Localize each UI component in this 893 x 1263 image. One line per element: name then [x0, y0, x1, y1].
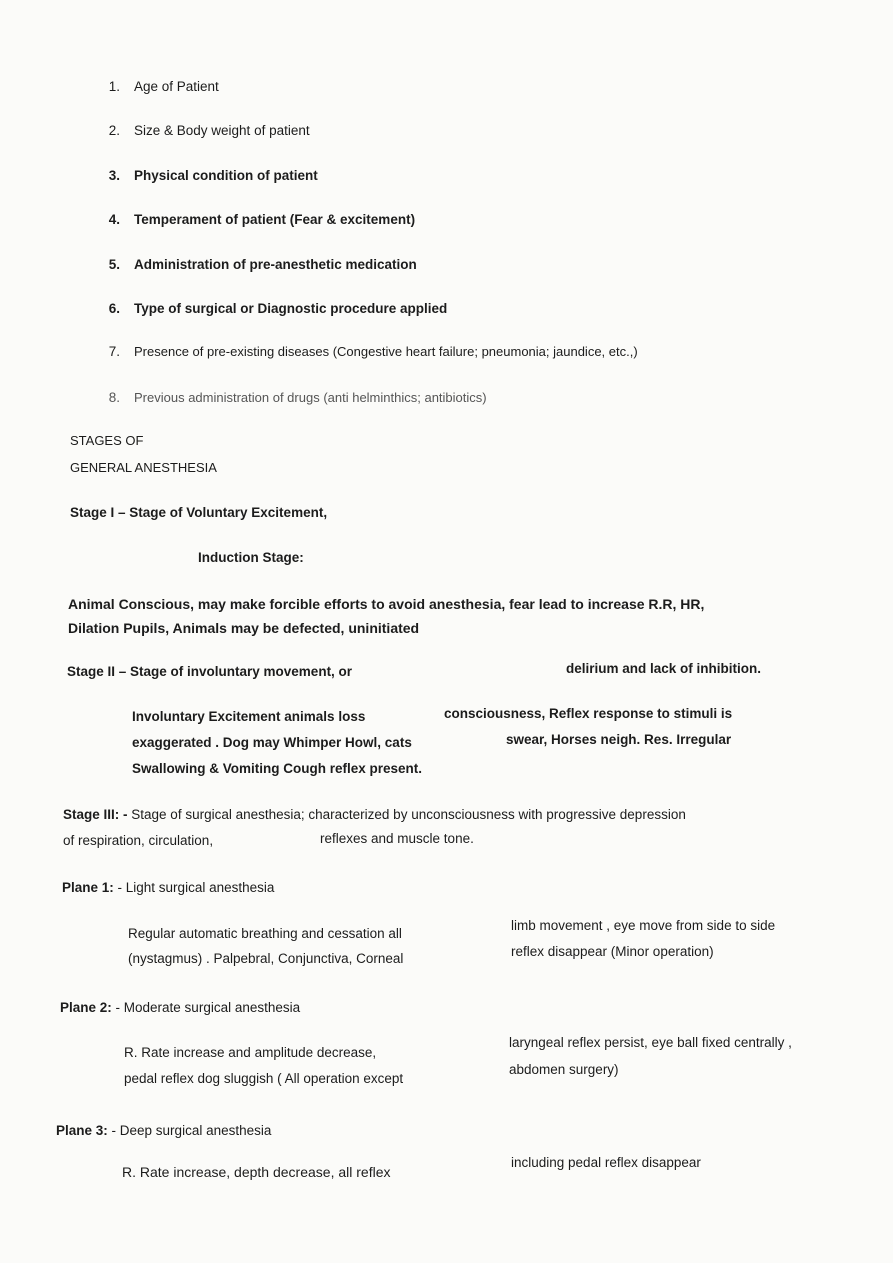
list-text: Previous administration of drugs (anti helminthics; antibiotics) [134, 390, 487, 405]
section-heading-line2: GENERAL ANESTHESIA [70, 460, 217, 475]
plane2-line1-right: laryngeal reflex persist, eye ball fixed centrally , [509, 1035, 792, 1050]
list-text: Size & Body weight of patient [134, 123, 310, 138]
plane3-title-text: - Deep surgical anesthesia [107, 1123, 272, 1138]
plane3-title [56, 1122, 271, 1140]
stage1-desc-line2: Dilation Pupils, Animals may be defected, uninitiated [68, 620, 420, 636]
list-number: 2. [108, 123, 120, 138]
plane2-line2-right: abdomen surgery) [509, 1062, 619, 1077]
plane2-line2-left: pedal reflex dog sluggish ( All operation except [124, 1071, 404, 1086]
stage1-subtitle: Induction Stage: [198, 550, 304, 565]
stage3-title [63, 806, 686, 824]
list-number: 4. [108, 212, 120, 227]
plane3-line1-left: R. Rate increase, depth decrease, all reflex [122, 1164, 391, 1180]
list-number: 5. [108, 257, 120, 272]
stage3-label: Stage III: - [63, 807, 128, 822]
stage2-line3: Swallowing & Vomiting Cough reflex present. [132, 761, 423, 776]
list-text: Age of Patient [134, 79, 219, 94]
stage2-line1-right: consciousness, Reflex response to stimuli is [444, 706, 733, 721]
plane2-title [60, 999, 300, 1017]
plane3-label: Plane 3: [56, 1123, 108, 1138]
list-number: 3. [108, 168, 120, 183]
list-number: 7. [108, 344, 120, 359]
stage3-title-line2-right: reflexes and muscle tone. [320, 831, 474, 846]
stage2-line2-right: swear, Horses neigh. Res. Irregular [506, 732, 732, 747]
stage1-title: Stage I – Stage of Voluntary Excitement, [70, 505, 328, 520]
list-number: 8. [108, 390, 120, 405]
plane2-line1-left: R. Rate increase and amplitude decrease, [124, 1045, 377, 1060]
stage2-title-right: delirium and lack of inhibition. [566, 661, 762, 676]
plane1-line2-left: (nystagmus) . Palpebral, Conjunctiva, Corneal [128, 951, 404, 966]
stage2-line2-left: exaggerated . Dog may Whimper Howl, cats [132, 735, 412, 750]
stage2-line1-left: Involuntary Excitement animals loss [132, 709, 366, 724]
plane1-line2-right: reflex disappear (Minor operation) [511, 944, 714, 959]
stage3-title-line2-left: of respiration, circulation, [63, 833, 214, 848]
plane1-title-text: - Light surgical anesthesia [113, 880, 275, 895]
plane3-line1-right: including pedal reflex disappear [511, 1155, 701, 1170]
list-text: Type of surgical or Diagnostic procedure applied [134, 301, 448, 316]
plane2-label: Plane 2: [60, 1000, 112, 1015]
plane1-line1-left: Regular automatic breathing and cessation all [128, 926, 402, 941]
stage1-desc-line1: Animal Conscious, may make forcible efforts to avoid anesthesia, fear lead to increase R.R, HR, [68, 596, 705, 612]
list-number: 6. [108, 301, 120, 316]
list-text: Presence of pre-existing diseases (Congestive heart failure; pneumonia; jaundice, etc.,) [134, 344, 638, 359]
stage3-title-rest: Stage of surgical anesthesia; characterized by unconsciousness with progressive depression [131, 807, 686, 822]
list-number: 1. [108, 79, 120, 94]
list-text: Temperament of patient (Fear & excitement) [134, 212, 416, 227]
section-heading-line1: STAGES OF [70, 433, 144, 448]
list-text: Physical condition of patient [134, 168, 318, 183]
list-text: Administration of pre-anesthetic medication [134, 257, 417, 272]
plane1-label: Plane 1: [62, 880, 114, 895]
plane1-line1-right: limb movement , eye move from side to side [511, 918, 776, 933]
stage2-title-left: Stage II – Stage of involuntary movement, or [67, 664, 353, 679]
plane2-title-text: - Moderate surgical anesthesia [111, 1000, 301, 1015]
plane1-title [62, 879, 274, 897]
